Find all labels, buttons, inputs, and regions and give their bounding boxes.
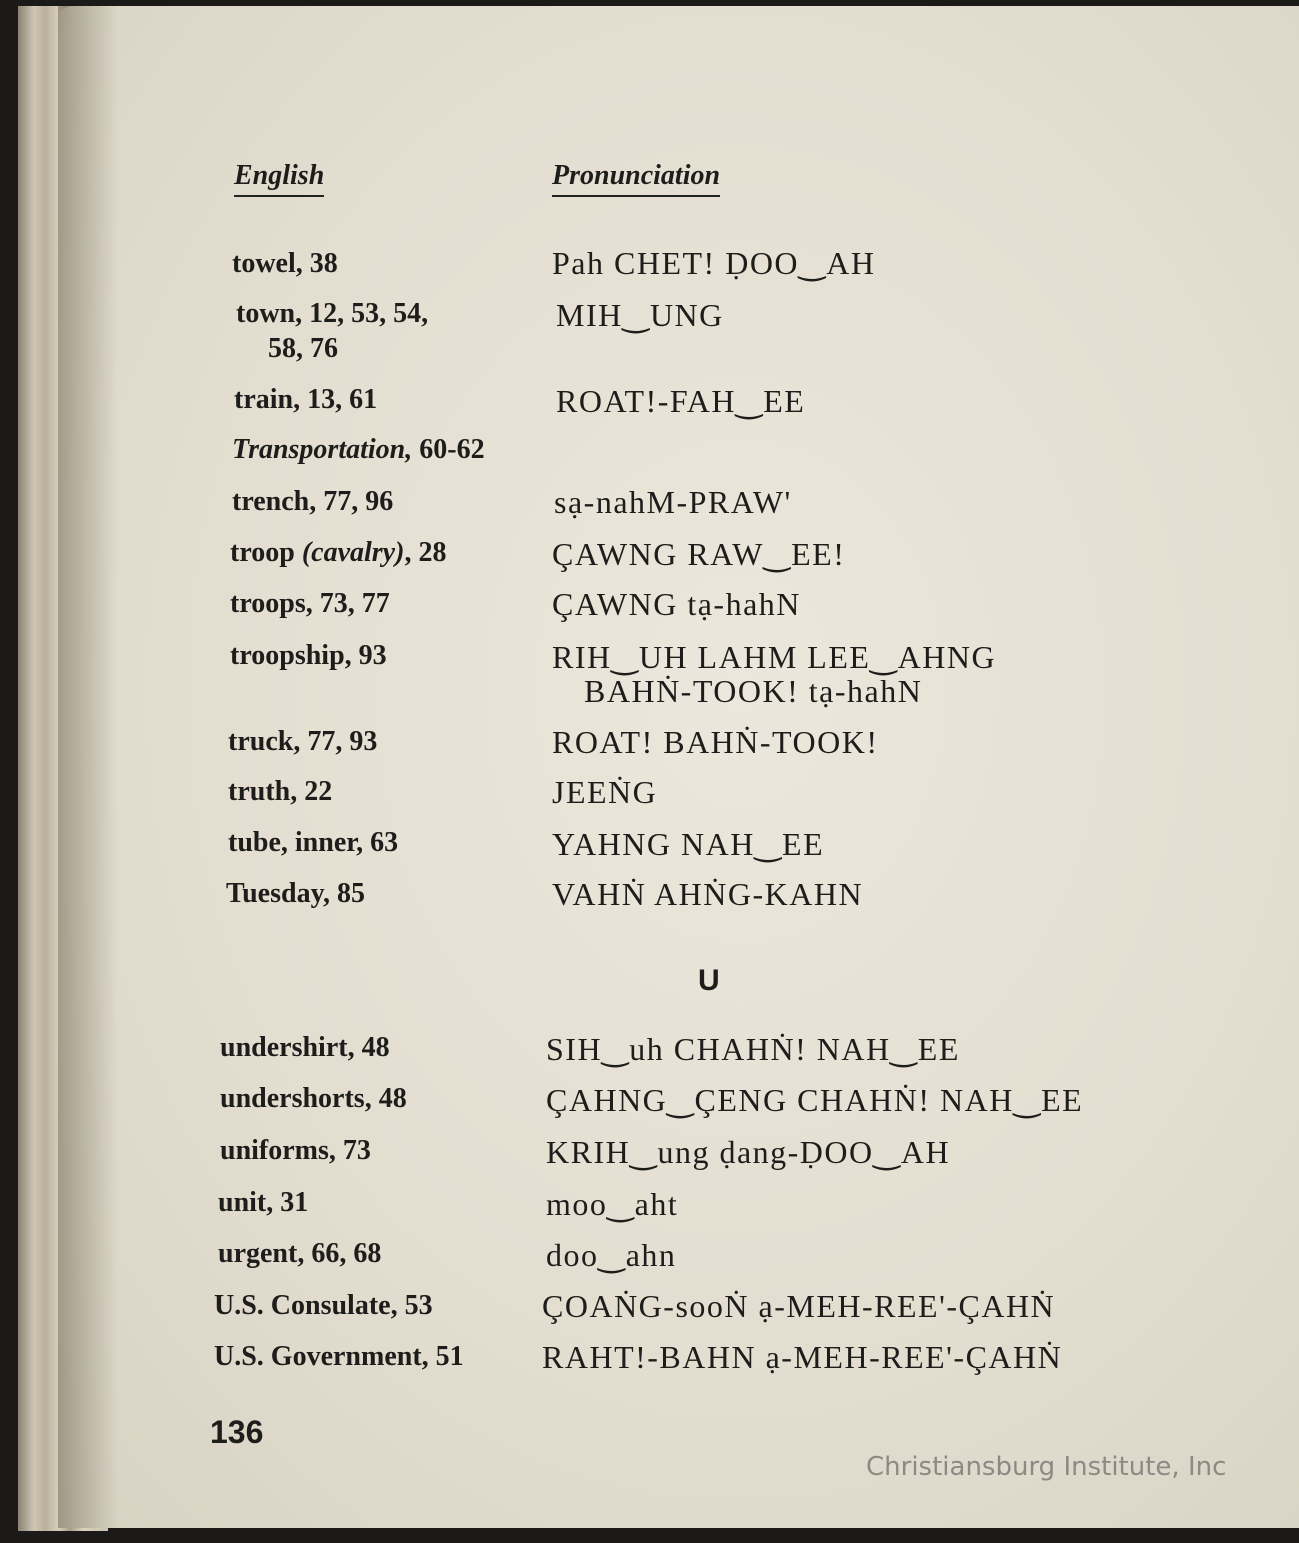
entry-english: train, 13, 61: [234, 384, 378, 415]
entry-english: tube, inner, 63: [228, 827, 399, 858]
entry-english: [230, 537, 446, 569]
entry-english: truck, 77, 93: [228, 726, 378, 757]
column-header-english: English: [234, 160, 324, 197]
entry-pronunciation: YAHNG NAH‿EE: [552, 826, 825, 862]
entry-english: urgent, 66, 68: [218, 1238, 382, 1269]
entry-english: troopship, 93: [230, 640, 387, 671]
entry-pronunciation: ROAT!-FAH‿EE: [556, 383, 806, 419]
entry-pronunciation: ÇAHNG‿ÇENG CHAHṄ! NAH‿EE: [546, 1082, 1084, 1118]
entry-english: town, 12, 53, 54,: [236, 298, 429, 329]
entry-english: troops, 73, 77: [230, 588, 390, 619]
entry-pronunciation: ÇAWNG tạ-hahN: [552, 586, 801, 622]
entry-english: unit, 31: [218, 1187, 309, 1218]
entry-pronunciation: ROAT! BAHṄ-TOOK!: [552, 724, 879, 760]
entry-pronunciation: ÇOAṄG-sooṄ ạ-MEH-REE'-ÇAHṄ: [542, 1288, 1056, 1324]
entry-english: [232, 434, 485, 466]
entry-pronunciation-continued: BAHṄ-TOOK! tạ-hahN: [584, 673, 923, 709]
entry-english: undershorts, 48: [220, 1083, 407, 1114]
dictionary-page: [58, 6, 1299, 1528]
entry-english-word: troop: [230, 537, 295, 568]
entry-english-italic: (cavalry): [301, 537, 405, 568]
column-header-pronunciation: Pronunciation: [552, 160, 720, 197]
entry-pronunciation: VAHṄ AHṄG-KAHN: [552, 876, 864, 912]
entry-english: towel, 38: [232, 248, 338, 279]
page-number: 136: [210, 1414, 264, 1450]
entry-pronunciation: RAHT!-BAHN ạ-MEH-REE'-ÇAHṄ: [542, 1339, 1063, 1375]
entry-english: truth, 22: [228, 776, 333, 807]
entry-english: U.S. Consulate, 53: [214, 1290, 433, 1321]
entry-english-italic: Transportation,: [232, 434, 413, 465]
entry-english: Tuesday, 85: [226, 878, 366, 909]
entry-pronunciation: Pah CHET! ḌOO‿AH: [552, 245, 876, 281]
entry-english: undershirt, 48: [220, 1032, 390, 1063]
section-letter: U: [698, 964, 720, 997]
entry-english-continued: 58, 76: [268, 333, 338, 364]
entry-pronunciation: ÇAWNG RAW‿EE!: [552, 536, 846, 572]
entry-english-suffix: , 28: [404, 537, 447, 568]
entry-english: uniforms, 73: [220, 1135, 371, 1166]
entry-pronunciation: KRIH‿ung ḍang-ḌOO‿AH: [546, 1134, 951, 1170]
entry-pronunciation: moo‿aht: [546, 1186, 679, 1222]
entry-pronunciation: MIH‿UNG: [556, 297, 724, 333]
gutter-shadow: [58, 6, 118, 1528]
entry-pronunciation: SIH‿uh CHAHṄ! NAH‿EE: [546, 1031, 960, 1067]
entry-english: trench, 77, 96: [232, 486, 394, 517]
entry-pronunciation: sạ-nahM-PRAW': [554, 484, 792, 520]
entry-pronunciation: RIH‿UH LAHM LEE‿AHNG: [552, 639, 997, 675]
entry-pronunciation: JEEṄG: [552, 774, 658, 810]
entry-english: U.S. Government, 51: [214, 1341, 464, 1372]
watermark-credit: Christiansburg Institute, Inc: [866, 1452, 1227, 1482]
entry-english-suffix: 60-62: [419, 434, 485, 465]
entry-pronunciation: doo‿ahn: [546, 1237, 677, 1273]
